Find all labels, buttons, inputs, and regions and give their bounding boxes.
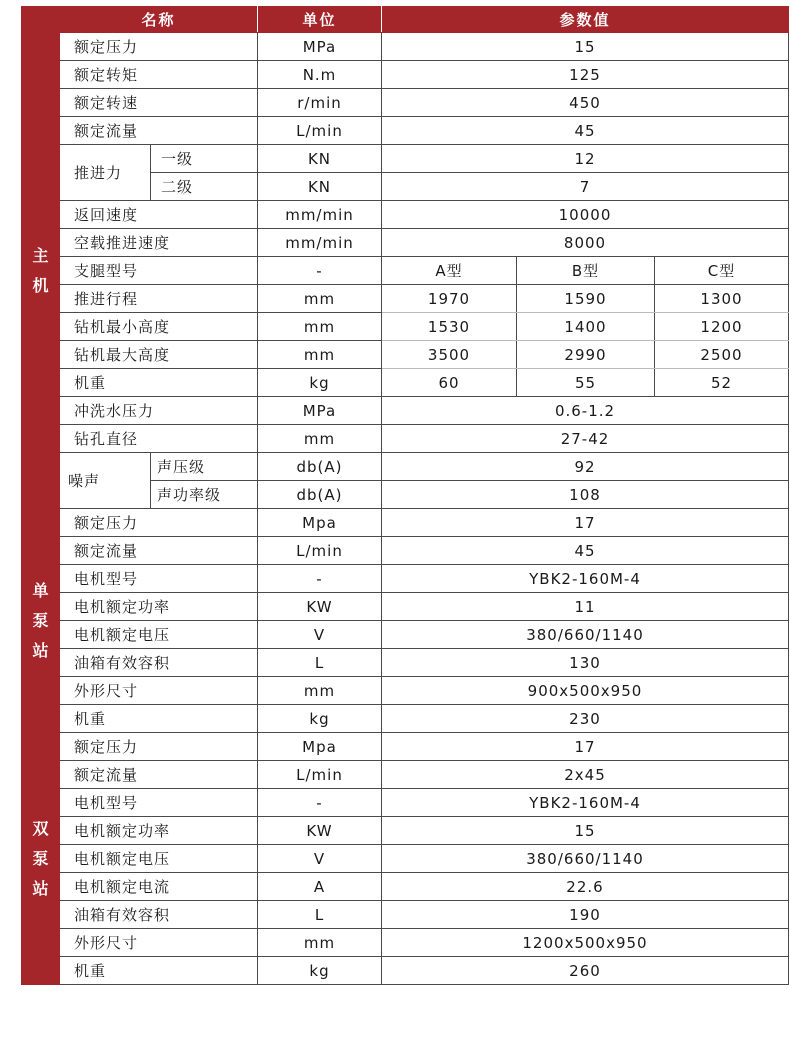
table-row [22, 61, 789, 89]
param-name: 机重 [60, 705, 258, 733]
param-unit: kg [258, 705, 382, 733]
param-unit: db(A) [258, 453, 382, 481]
param-unit: mm [258, 341, 382, 369]
sub-param-name: 二级 [151, 173, 258, 201]
param-value: 15 [382, 33, 789, 61]
param-value: 190 [382, 901, 789, 929]
param-unit: Mpa [258, 509, 382, 537]
param-name: 额定转速 [60, 89, 258, 117]
param-value: 450 [382, 89, 789, 117]
table-row [22, 789, 789, 817]
model-c-value: C型 [655, 257, 789, 285]
group-name-noise: 噪声 [60, 453, 151, 509]
sub-param-name: 一级 [151, 145, 258, 173]
header-unit: 单位 [258, 7, 382, 33]
param-unit: N.m [258, 61, 382, 89]
param-unit: L [258, 649, 382, 677]
table-row [22, 593, 789, 621]
param-unit: A [258, 873, 382, 901]
param-name: 机重 [60, 369, 258, 397]
spec-table [21, 6, 789, 985]
param-value: 380/660/1140 [382, 621, 789, 649]
param-name: 电机型号 [60, 789, 258, 817]
param-unit: KW [258, 817, 382, 845]
table-row [22, 341, 789, 369]
param-name: 钻机最小高度 [60, 313, 258, 341]
param-name: 外形尺寸 [60, 929, 258, 957]
param-unit: mm [258, 425, 382, 453]
model-b-value: 1400 [517, 313, 655, 341]
param-unit: - [258, 565, 382, 593]
model-c-value: 1200 [655, 313, 789, 341]
table-row [22, 117, 789, 145]
sub-param-name: 声功率级 [151, 481, 258, 509]
table-row [22, 537, 789, 565]
table-row [22, 649, 789, 677]
model-a-value: A型 [382, 257, 517, 285]
param-name: 电机型号 [60, 565, 258, 593]
table-row [22, 229, 789, 257]
param-name: 额定压力 [60, 733, 258, 761]
param-name: 额定流量 [60, 117, 258, 145]
param-name: 油箱有效容积 [60, 901, 258, 929]
param-value: 12 [382, 145, 789, 173]
model-b-value: 1590 [517, 285, 655, 313]
model-b-value: 2990 [517, 341, 655, 369]
model-b-value: 55 [517, 369, 655, 397]
param-name: 电机额定功率 [60, 817, 258, 845]
param-value: 230 [382, 705, 789, 733]
param-unit: - [258, 789, 382, 817]
param-value: 8000 [382, 229, 789, 257]
header-row [22, 7, 789, 33]
table-row [22, 397, 789, 425]
table-row [22, 257, 789, 285]
param-name: 电机额定电流 [60, 873, 258, 901]
param-unit: KW [258, 593, 382, 621]
param-unit: MPa [258, 397, 382, 425]
table-row [22, 817, 789, 845]
param-value: 10000 [382, 201, 789, 229]
model-c-value: 52 [655, 369, 789, 397]
param-name: 油箱有效容积 [60, 649, 258, 677]
table-row [22, 677, 789, 705]
param-value: 45 [382, 537, 789, 565]
table-row [22, 873, 789, 901]
param-value: 92 [382, 453, 789, 481]
param-unit: - [258, 257, 382, 285]
param-unit: db(A) [258, 481, 382, 509]
param-unit: mm [258, 929, 382, 957]
param-value: 2x45 [382, 761, 789, 789]
table-row [22, 369, 789, 397]
table-row [22, 705, 789, 733]
param-unit: L/min [258, 537, 382, 565]
param-unit: KN [258, 173, 382, 201]
table-row [22, 957, 789, 985]
param-name: 额定压力 [60, 33, 258, 61]
table-row [22, 425, 789, 453]
param-name: 电机额定功率 [60, 593, 258, 621]
param-name: 冲洗水压力 [60, 397, 258, 425]
param-name: 外形尺寸 [60, 677, 258, 705]
param-name: 钻孔直径 [60, 425, 258, 453]
param-unit: mm [258, 313, 382, 341]
table-row [22, 565, 789, 593]
param-unit: Mpa [258, 733, 382, 761]
model-b-value: B型 [517, 257, 655, 285]
param-unit: MPa [258, 33, 382, 61]
table-row [22, 453, 789, 481]
param-value: 45 [382, 117, 789, 145]
model-a-value: 1970 [382, 285, 517, 313]
param-name: 额定流量 [60, 761, 258, 789]
model-a-value: 3500 [382, 341, 517, 369]
section-label-main: 主 机 [22, 33, 60, 509]
table-row [22, 89, 789, 117]
table-row [22, 201, 789, 229]
param-name: 机重 [60, 957, 258, 985]
param-unit: V [258, 621, 382, 649]
param-value: 7 [382, 173, 789, 201]
section-label-single-pump: 单 泵 站 [22, 509, 60, 733]
model-c-value: 1300 [655, 285, 789, 313]
param-name: 额定转矩 [60, 61, 258, 89]
param-name: 电机额定电压 [60, 621, 258, 649]
param-unit: kg [258, 957, 382, 985]
param-unit: r/min [258, 89, 382, 117]
section-label-double-pump: 双 泵 站 [22, 733, 60, 985]
param-unit: mm [258, 677, 382, 705]
param-unit: V [258, 845, 382, 873]
param-unit: L [258, 901, 382, 929]
table-row [22, 901, 789, 929]
param-unit: mm [258, 285, 382, 313]
param-value: 108 [382, 481, 789, 509]
param-value: 900x500x950 [382, 677, 789, 705]
param-value: 125 [382, 61, 789, 89]
param-value: 130 [382, 649, 789, 677]
param-name: 额定压力 [60, 509, 258, 537]
param-unit: L/min [258, 761, 382, 789]
table-row [22, 313, 789, 341]
param-value: 1200x500x950 [382, 929, 789, 957]
header-value: 参数值 [382, 7, 789, 33]
param-name: 推进行程 [60, 285, 258, 313]
header-name: 名称 [60, 7, 258, 33]
param-unit: mm/min [258, 201, 382, 229]
table-row [22, 145, 789, 173]
param-value: 15 [382, 817, 789, 845]
param-unit: L/min [258, 117, 382, 145]
group-name-thrust: 推进力 [60, 145, 151, 201]
param-value: YBK2-160M-4 [382, 565, 789, 593]
table-row [22, 509, 789, 537]
param-value: 11 [382, 593, 789, 621]
param-name: 电机额定电压 [60, 845, 258, 873]
param-name: 空载推进速度 [60, 229, 258, 257]
table-row [22, 761, 789, 789]
param-name: 返回速度 [60, 201, 258, 229]
param-unit: KN [258, 145, 382, 173]
table-row [22, 929, 789, 957]
param-name: 支腿型号 [60, 257, 258, 285]
table-row [22, 621, 789, 649]
param-unit: mm/min [258, 229, 382, 257]
param-name: 钻机最大高度 [60, 341, 258, 369]
table-row [22, 845, 789, 873]
param-value: 17 [382, 509, 789, 537]
table-row [22, 733, 789, 761]
param-value: 380/660/1140 [382, 845, 789, 873]
table-row [22, 285, 789, 313]
model-a-value: 60 [382, 369, 517, 397]
param-unit: kg [258, 369, 382, 397]
table-row [22, 33, 789, 61]
model-c-value: 2500 [655, 341, 789, 369]
header-corner [22, 7, 60, 33]
param-name: 额定流量 [60, 537, 258, 565]
param-value: 22.6 [382, 873, 789, 901]
param-value: YBK2-160M-4 [382, 789, 789, 817]
param-value: 0.6-1.2 [382, 397, 789, 425]
param-value: 17 [382, 733, 789, 761]
param-value: 27-42 [382, 425, 789, 453]
param-value: 260 [382, 957, 789, 985]
sub-param-name: 声压级 [151, 453, 258, 481]
model-a-value: 1530 [382, 313, 517, 341]
